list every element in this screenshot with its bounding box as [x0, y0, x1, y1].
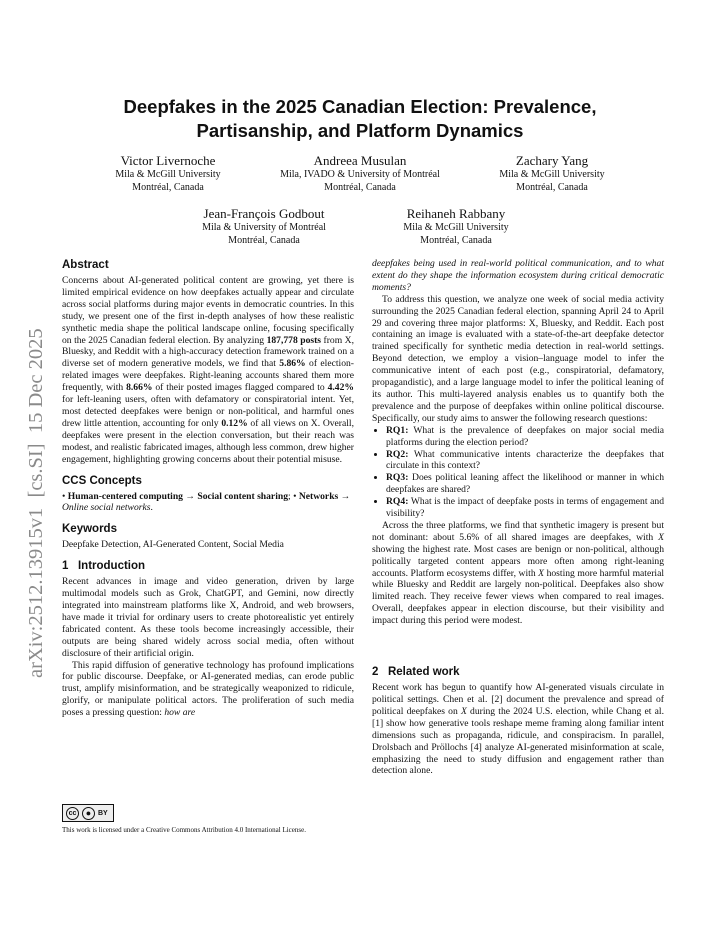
author-block [262, 153, 458, 194]
abstract-text: Concerns about AI-generated political content are growing, yet there is limited empirical evidence on how deepfakes actually appear and circulate across social platforms during major events in democratic countries. In this study, we present one of the first in-depth analyses of how these realistic synthetic media shape the political landscape online, focusing specifically on the 2025 Canadian federal election. By analyzing 187,778 posts from X, Bluesky, and Reddit with a high-accuracy detection framework trained on a diverse set of modern generative models, we find that 5.86% of election-related images were deepfakes. Right-leaning accounts shared them more frequently, with 8.66% of their posted images flagged compared to 4.42% for left-leaning users, often with defamatory or conspiratorial intent. Yet, most detected deepfakes were benign or non-political, and harmful ones drew little attention, accounting for only 0.12% of all views on X. Overall, deepfakes were present in the election conversation, but their reach was modest, and realistic fabricated images, although less common, drew higher engagement, highlighting growing concerns about their potential misuse. [62, 275, 354, 465]
cc-by-badge [62, 804, 114, 822]
introduction-paragraph: To address this question, we analyze one week of social media activity surrounding the 2025 Canadian federal election, spanning April 24 to April 29 and covering three major platforms: X, Bluesky, and Reddit. Each post containing an image is evaluated with a state-of-the-art deepfake detector trained specifically for synthetic media detection in real-world settings. Beyond detection, we employ a vision–language model to infer the communicative intent of each post (e.g., conspiratorial, defamatory, propagandistic), and a large language model to infer the political leaning of its author. This multi-layered analysis enables us to quantify both the prevalence and the purpose of deepfakes within online political discourse. Specifically, our study aims to answer the following research questions: [372, 293, 664, 424]
author-name: Andreea Musulan [313, 153, 407, 168]
author-block [180, 206, 348, 247]
paper-title [60, 95, 660, 143]
author-affiliation: Mila & University of Montréal [202, 222, 326, 233]
author-location: Montréal, Canada [132, 181, 204, 193]
research-question-item: • RQ3: Does political leaning affect the likelihood or manner in which deepfakes are shared? [386, 472, 664, 496]
title-line-1: Deepfakes in the 2025 Canadian Election: Prevalence, [123, 96, 597, 117]
introduction-paragraph: Across the three platforms, we find that synthetic imagery is present but not dominant: about 5.6% of all shared images are deepfakes, with X showing the highest rate. Most cases are benign or non-political, although politically targeted content appears more often among right-leaning accounts. Platform ecosystems differ, with X hosting more harmful material while Bluesky and Reddit are largely non-political. Deepfakes also show limited reach. They receive fewer views when compared to real images. Overall, deepfakes appear in election discourse, but their visibility and impact during this period were modest. [372, 519, 664, 627]
introduction-continuation: deepfakes being used in real-world political communication, and to what extent do they shape the information ecosystem during critical democratic moments? [372, 258, 664, 293]
abstract-heading: Abstract [62, 259, 109, 271]
author-name: Zachary Yang [515, 153, 589, 168]
keywords-text: Deepfake Detection, AI-Generated Content, Social Media [62, 539, 284, 551]
author-block [472, 153, 632, 194]
left-column [62, 258, 354, 719]
creative-commons-icon: cc [66, 807, 79, 820]
author-name: Victor Livernoche [120, 153, 216, 168]
introduction-paragraph: Recent advances in image and video generation, driven by large multimodal models such as Grok, ChatGPT, and Gemini, now directly integrated into mainstream platforms like X, Android, and web browsers, have made it trivial for ordinary users to create photorealistic yet entirely fabricated content. As these tools become increasingly accessible, their outputs are being shared widely across social media, often without disclosure of their artificial origin. [62, 576, 354, 659]
research-question-item: • RQ1: What is the prevalence of deepfakes on major social media platforms during the election period? [386, 425, 664, 449]
introduction-paragraph: This rapid diffusion of generative technology has profound implications for public discourse. Deepfake, or AI-generated medias, can erode public trust, amplify misinformation, and be strategically weaponized to ridicule, glorify, or manipulate political actors. The proliferation of such media poses a pressing question: how are [62, 659, 354, 719]
author-location: Montréal, Canada [228, 234, 300, 246]
keywords-heading: Keywords [62, 523, 117, 536]
author-affiliation: Mila & McGill University [115, 169, 221, 180]
related-work-heading: 2 Related work [372, 666, 460, 679]
author-location: Montréal, Canada [516, 181, 588, 193]
license-notice [62, 804, 362, 835]
author-name: Reihaneh Rabbany [406, 206, 506, 221]
author-affiliation: Mila & McGill University [499, 169, 605, 180]
research-questions-list [372, 425, 664, 520]
arxiv-identifier: arXiv:2512.13915v1 [cs.SI] 15 Dec 2025 [25, 328, 47, 678]
author-block [372, 206, 540, 247]
right-column [372, 258, 664, 777]
attribution-icon: ● [82, 807, 95, 820]
research-question-item: • RQ2: What communicative intents characterize the deepfakes that circulate in this context? [386, 449, 664, 473]
license-text: This work is licensed under a Creative Commons Attribution 4.0 International License. [62, 826, 306, 834]
by-label: BY [98, 809, 108, 817]
introduction-heading: 1 Introduction [62, 560, 146, 573]
author-affiliation: Mila, IVADO & University of Montréal [280, 169, 440, 180]
author-location: Montréal, Canada [324, 181, 396, 193]
title-line-2: Partisanship, and Platform Dynamics [196, 120, 524, 141]
ccs-concepts-text: • Human-centered computing → Social content sharing; • Networks → Online social networks. [62, 490, 351, 514]
ccs-concepts-heading: CCS Concepts [62, 474, 142, 487]
author-affiliation: Mila & McGill University [403, 222, 509, 233]
author-block [88, 153, 248, 194]
research-question-item: • RQ4: What is the impact of deepfake posts in terms of engagement and visibility? [386, 496, 664, 520]
author-location: Montréal, Canada [420, 234, 492, 246]
related-work-paragraph: Recent work has begun to quantify how AI-generated visuals circulate in political settings. Chen et al. [2] document the prevalence and spread of political deepfakes on X during the 2024 U.S. election, while Chang et al. [1] show how generative tools reshape meme framing along familiar intent dimensions such as propaganda, ridicule, and conspiracism. In parallel, Drolsbach and Pröllochs [4] analyze AI-generated misinformation at scale, emphasizing the need to study diffusion and engagement rather than detection alone. [372, 682, 664, 777]
arxiv-side-stamp [14, 262, 54, 682]
author-name: Jean-François Godbout [203, 206, 325, 221]
